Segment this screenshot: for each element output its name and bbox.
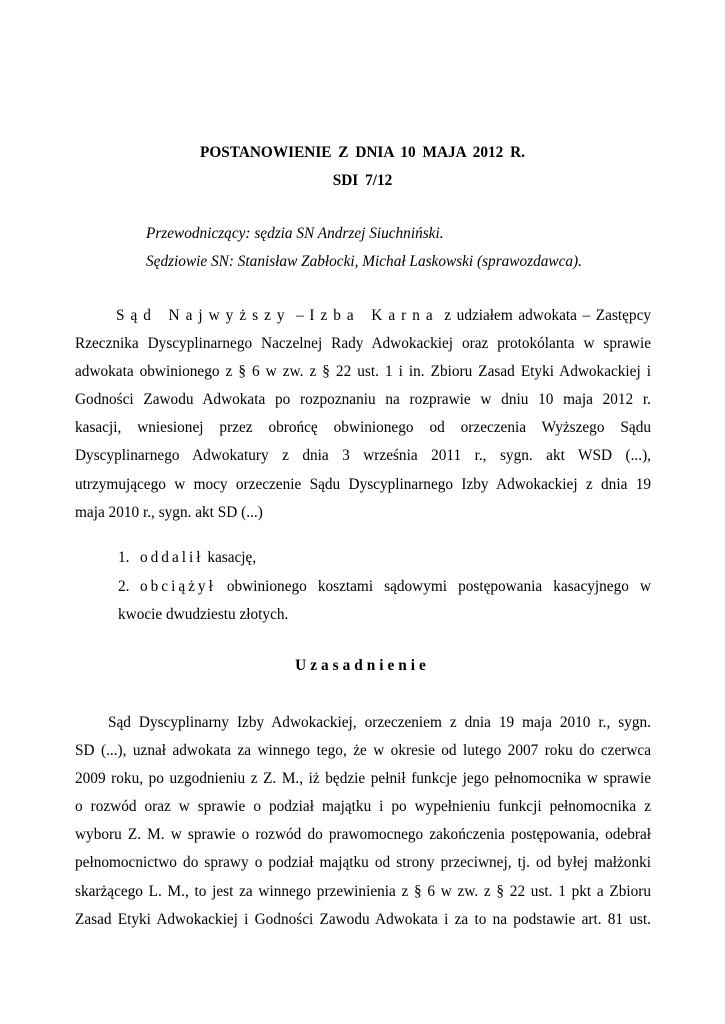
intro-line: maja 2010 r., sygn. akt SD (...) — [75, 503, 263, 521]
intro-line: Dyscyplinarnego Adwokatury z dnia 3 września 2011 r., sygn. akt WSD (...), — [75, 447, 651, 465]
reasons-line: o rozwód oraz w sprawie o podział majątku i po wypełnieniu funkcji pełnomocnika z — [75, 798, 651, 816]
reasons-line: Sąd Dyscyplinarny Izby Adwokackiej, orzeczeniem z dnia 19 maja 2010 r., sygn. — [108, 714, 651, 731]
intro-paragraph — [75, 302, 651, 527]
item-number: 2. — [118, 578, 130, 595]
reasons-line: Zasad Etyki Adwokackiej i Godności Zawodu Adwokata i za to na podstawie art. 81 ust. — [75, 910, 651, 928]
reasons-line: pełnomocnictwo do sprawy o podział majątku od strony przeciwnej, tj. od byłej małżonki — [75, 854, 651, 872]
intro-line-text: z udziałem adwokata – Zastępcy — [444, 307, 652, 324]
decision-item-1 — [118, 544, 651, 572]
dash: – — [296, 307, 304, 324]
decision-item-2 — [118, 573, 651, 629]
intro-line: Rzecznika Dyscyplinarnego Naczelnej Rady Adwokackiej oraz protokólanta w sprawie — [75, 335, 651, 353]
chamber-name: Izba Karna — [309, 307, 439, 324]
item-text: kasację, — [207, 549, 257, 566]
intro-line: utrzymującego w mocy orzeczenie Sądu Dyscyplinarnego Izby Adwokackiej z dnia 19 — [75, 475, 651, 493]
reasons-line: 2009 roku, po uzgodnieniu z Z. M., iż będzie pełnił funkcje jego pełnomocnika w sprawie — [75, 770, 651, 788]
item-verb: oddalił — [140, 549, 204, 566]
intro-line — [75, 302, 651, 330]
document-title: POSTANOWIENIE Z DNIA 10 MAJA 2012 R. — [200, 144, 525, 161]
case-signature: SDI 7/12 — [332, 172, 393, 189]
item-verb: obciążył — [140, 578, 216, 595]
reasons-line: skarżącego L. M., to jest za winnego przewinienia z § 6 w zw. z § 22 ust. 1 pkt a Zbioru — [75, 882, 651, 900]
reasons-line: SD (...), uznał adwokata za winnego tego, że w okresie od lutego 2007 roku do czerwca — [75, 742, 651, 760]
intro-line: Godności Zawodu Adwokata po rozpoznaniu na rozprawie w dniu 10 maja 2012 r. — [75, 391, 651, 409]
reasons-paragraph — [75, 709, 651, 934]
item-number: 1. — [118, 549, 130, 566]
intro-line: kasacji, wniesionej przez obrońcę obwinionego od orzeczenia Wyższego Sądu — [75, 419, 651, 437]
panel-chair: Przewodniczący: sędzia SN Andrzej Siuchniński. — [146, 225, 444, 242]
reasons-line: wyboru Z. M. w sprawie o rozwód do prawomocnego zakończenia postępowania, odebrał — [75, 826, 651, 844]
item-text: obwinionego kosztami sądowymi postępowania kasacyjnego w — [226, 578, 651, 595]
intro-line: adwokata obwinionego z § 6 w zw. z § 22 ust. 1 i in. Zbioru Zasad Etyki Adwokackiej i — [75, 363, 651, 381]
court-name: Sąd Najwyższy — [116, 307, 291, 324]
item-text-continued: kwocie dwudziestu złotych. — [118, 606, 289, 624]
panel-judges: Sędziowie SN: Stanisław Zabłocki, Michał Laskowski (sprawozdawca). — [146, 253, 582, 270]
reasons-heading: Uzasadnienie — [295, 657, 430, 674]
